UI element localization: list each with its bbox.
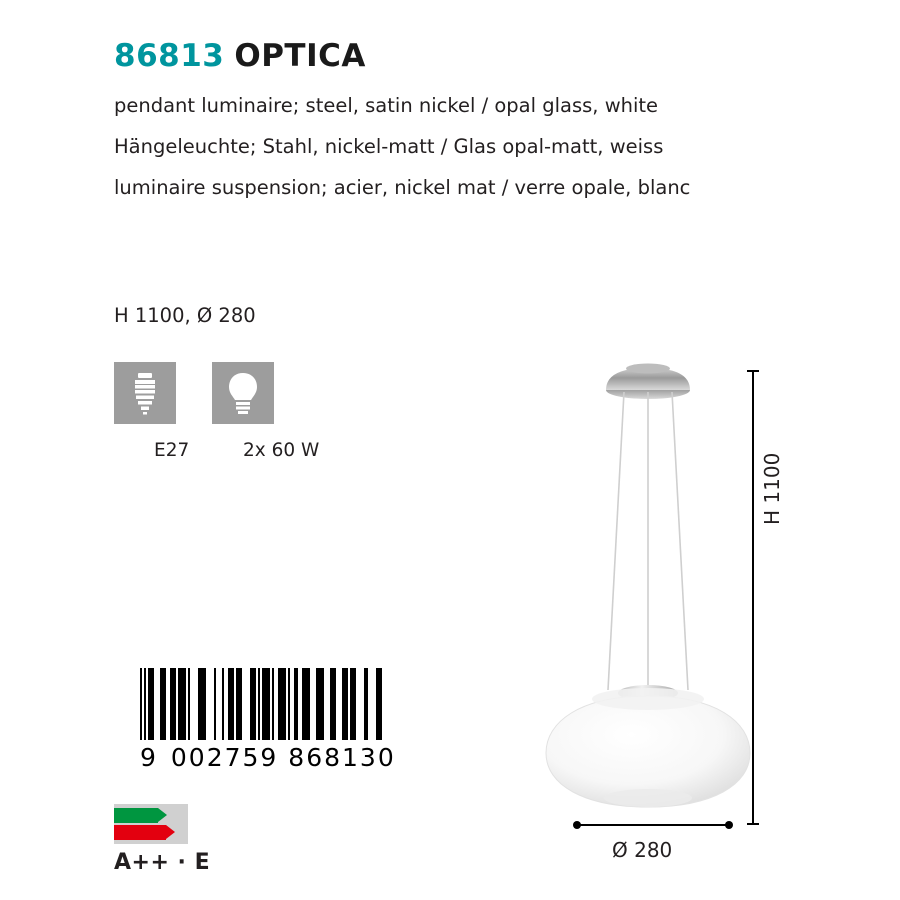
description-de: Hängeleuchte; Stahl, nickel-matt / Glas opal-matt, weiss — [114, 135, 664, 158]
energy-class-text: A++ · E — [114, 850, 211, 875]
product-descriptions — [114, 92, 690, 215]
bulb-glyph — [226, 371, 260, 415]
height-dimension-line — [752, 370, 754, 825]
barcode-bar — [376, 668, 382, 740]
diameter-dimension-line — [577, 824, 729, 826]
barcode-bar — [206, 668, 214, 740]
energy-efficiency-label — [114, 804, 210, 875]
barcode-main-digits: 002759 868130 — [170, 743, 396, 772]
diameter-endpoint-right — [725, 821, 733, 829]
light-bulb-icon — [212, 362, 274, 424]
energy-arrow-red-icon — [114, 825, 166, 840]
socket-label: E27 — [154, 440, 190, 461]
barcode-lead-digit: 9 — [140, 743, 158, 772]
product-illustration — [520, 355, 810, 825]
lamp-socket-e27-icon — [114, 362, 176, 424]
barcode-bar — [356, 668, 364, 740]
energy-arrows-graphic — [114, 804, 188, 844]
barcode-bar — [316, 668, 324, 740]
barcode-bar — [198, 668, 206, 740]
height-dimension-label: H 1100 — [760, 452, 784, 525]
barcode-bar — [278, 668, 286, 740]
barcode-bar — [262, 668, 270, 740]
socket-glyph — [127, 371, 163, 415]
page-title — [114, 38, 366, 74]
wattage-label: 2x 60 W — [243, 440, 320, 461]
description-en: pendant luminaire; steel, satin nickel / opal glass, white — [114, 94, 659, 117]
diameter-dimension-label: Ø 280 — [612, 838, 673, 862]
barcode-bar — [178, 668, 186, 740]
barcode-bars — [140, 668, 396, 740]
barcode-bar — [242, 668, 250, 740]
barcode-digits — [140, 743, 396, 772]
product-code: 86813 — [114, 38, 225, 74]
product-name: OPTICA — [234, 38, 366, 74]
diameter-endpoint-left — [573, 821, 581, 829]
barcode-bar — [190, 668, 198, 740]
dimensions-text: H 1100, Ø 280 — [114, 304, 256, 327]
description-fr: luminaire suspension; acier, nickel mat / verre opale, blanc — [114, 176, 691, 199]
pendant-lamp-drawing — [520, 355, 810, 825]
barcode — [140, 668, 396, 772]
barcode-bar — [368, 668, 376, 740]
barcode-bar — [302, 668, 310, 740]
energy-arrow-green-icon — [114, 808, 158, 823]
spec-icons — [114, 362, 320, 461]
